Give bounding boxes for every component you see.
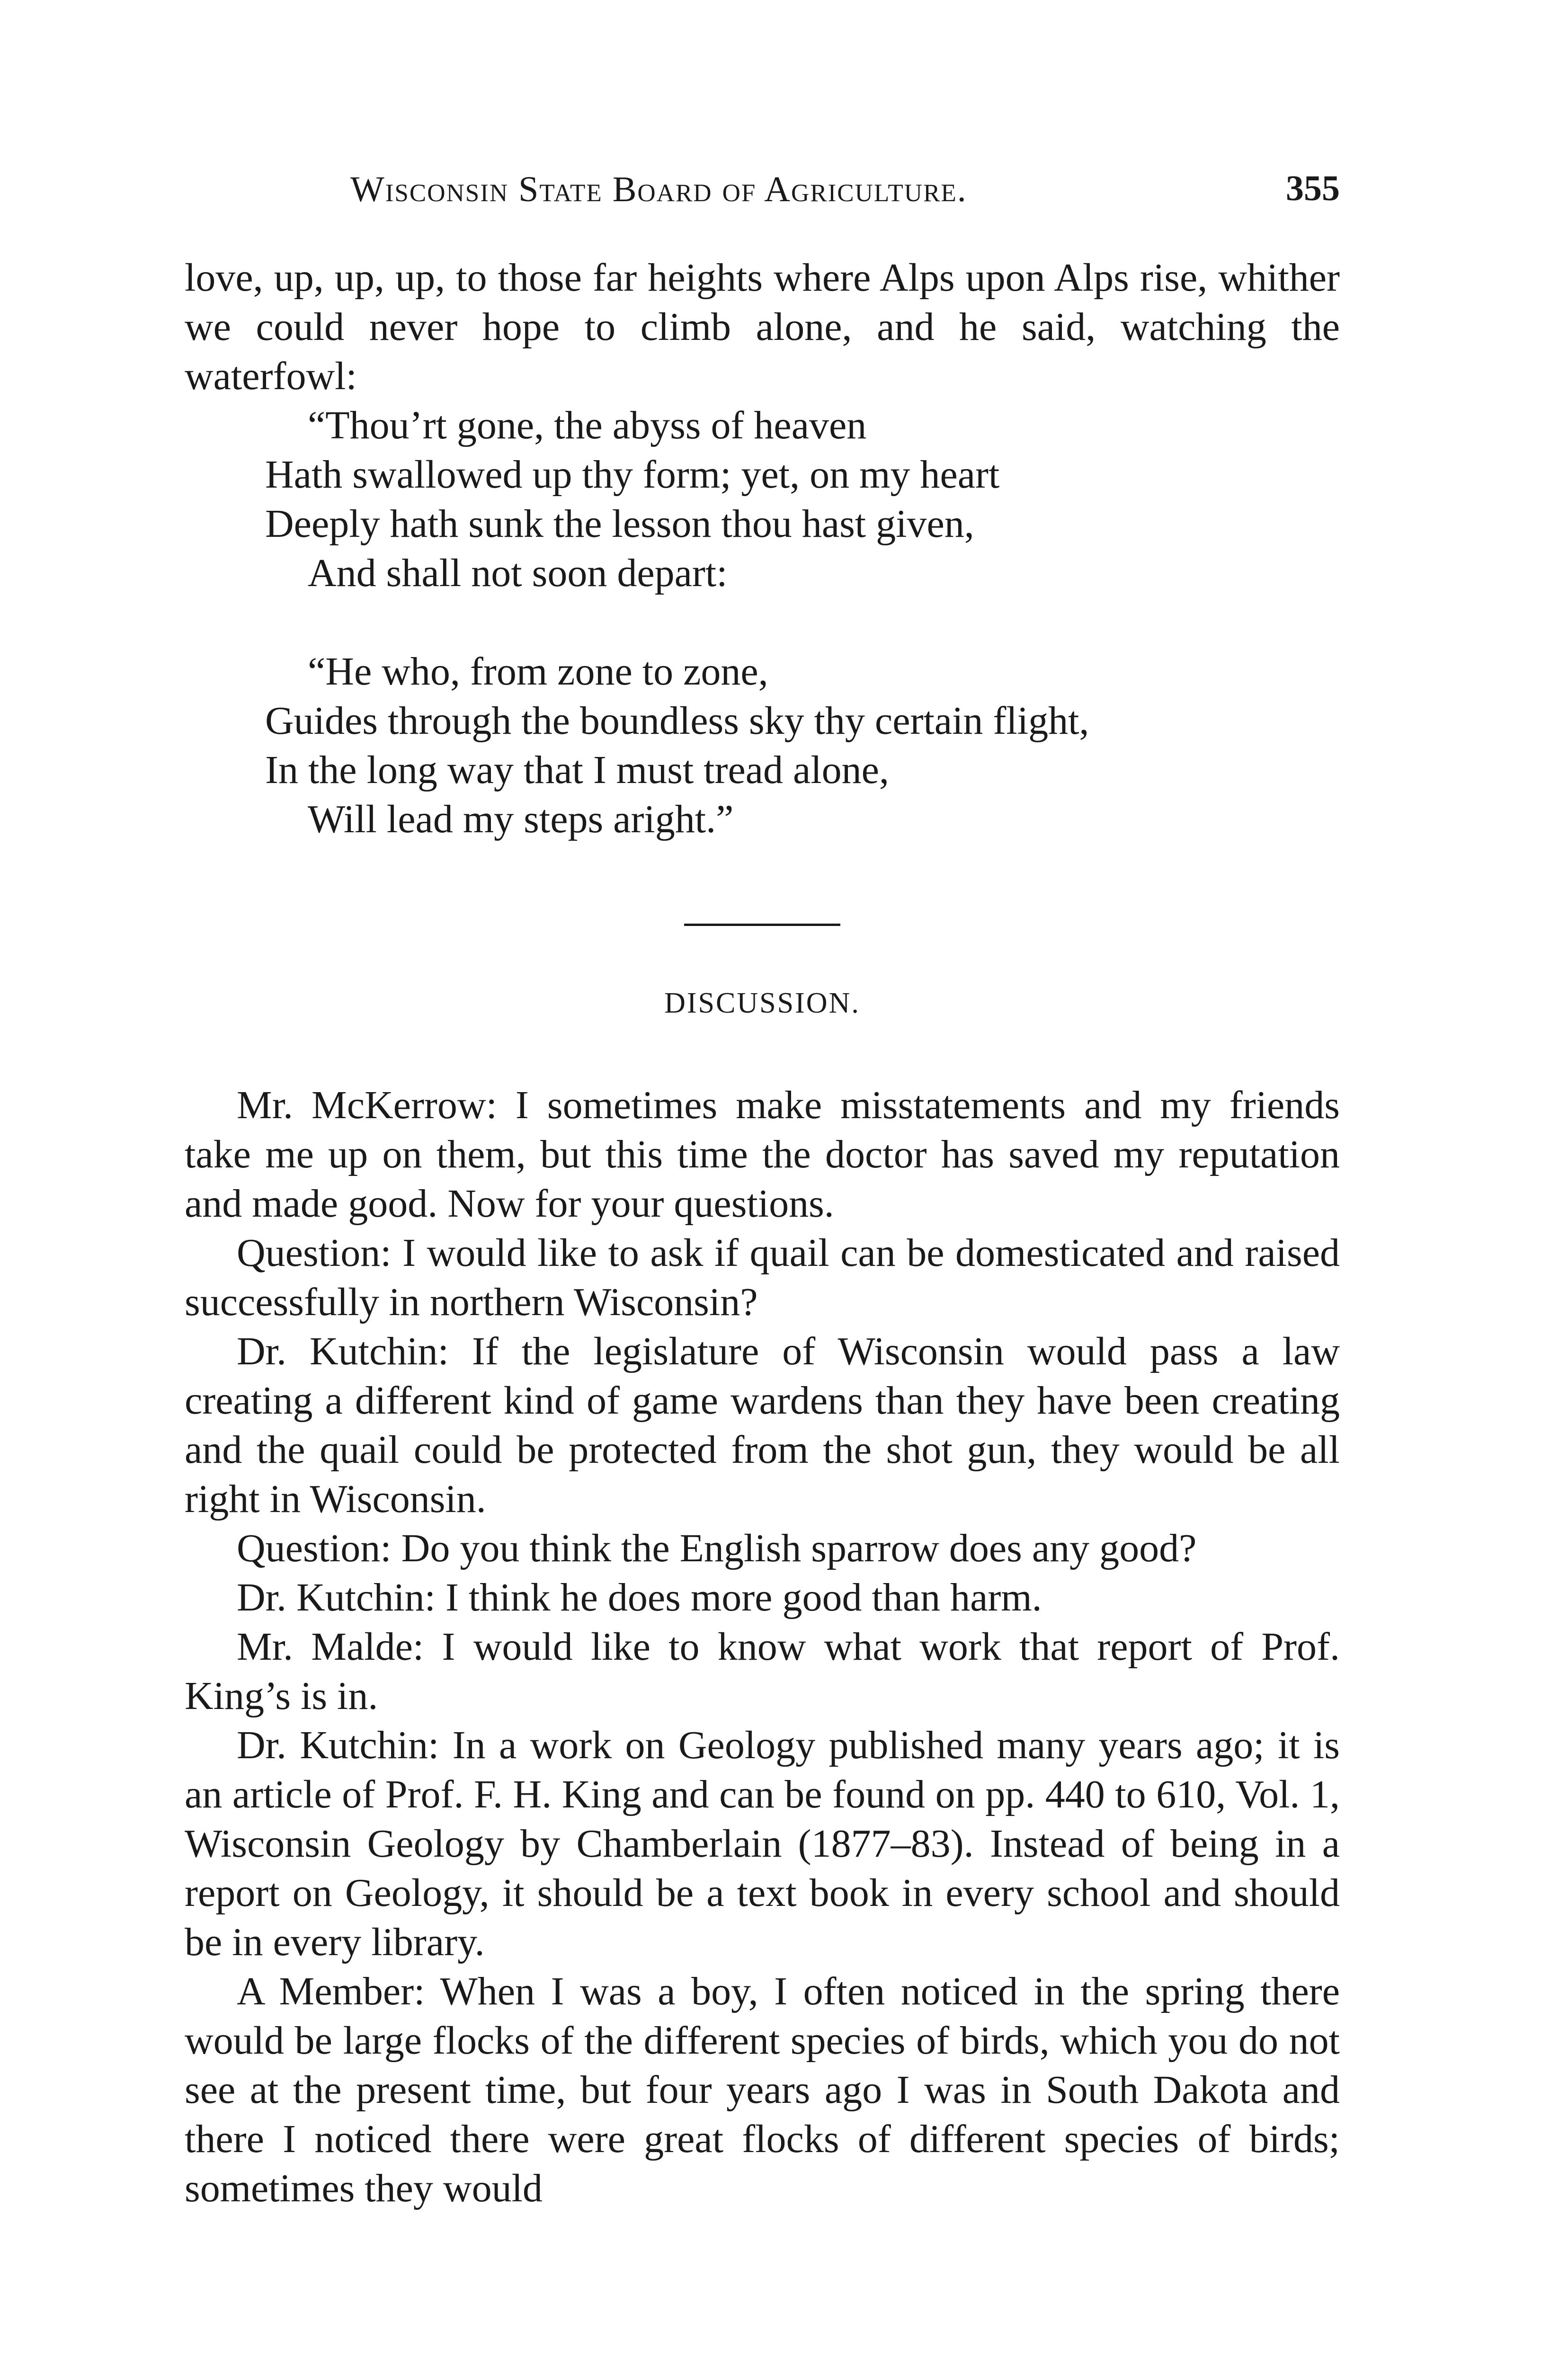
paragraph-text: In a work on Geology published many years ago; it is an article of Prof. F. H. King and can be found on pp. 440 to 610, Vol. 1, Wisconsin Geology by Chamberlain (1877–83). Instead of being in a report on Geology, it should be a text book in every school and should be in every library. (185, 1723, 1340, 1964)
paragraph-text: When I was a boy, I often noticed in the spring there would be large flocks of the different species of birds, which you do not see at the present time, but four years ago I was in South Dakota and there I noticed there were great flocks of different species of birds; sometimes they would (185, 1969, 1340, 2210)
poem-line: “Thou’rt gone, the abyss of heaven (308, 403, 867, 447)
paragraph-text: Do you think the English sparrow does any good? (401, 1526, 1197, 1570)
poem-line: In the long way that I must tread alone, (265, 748, 889, 792)
section-title: DISCUSSION. (664, 987, 860, 1019)
paragraph-text: I sometimes make misstatements and my friends take me up on them, but this time the doctor has saved my reputation and made good. Now for your questions. (185, 1083, 1340, 1226)
speaker-name: Question: (237, 1526, 392, 1570)
speaker-name: Mr. Malde: (237, 1625, 424, 1669)
running-head: Wisconsin State Board of Agriculture. (350, 169, 967, 209)
poem-line: Guides through the boundless sky thy certain flight, (265, 699, 1089, 743)
speaker-name: Question: (237, 1231, 392, 1275)
discussion-paragraph (185, 1721, 1340, 1967)
paragraph-text: I would like to ask if quail can be domesticated and raised successfully in northern Wisconsin? (185, 1231, 1340, 1324)
page-header (185, 163, 1340, 220)
discussion-paragraph (185, 1967, 1340, 2213)
discussion-paragraph (185, 1081, 1340, 1228)
body-text (185, 253, 1340, 2213)
poem-line: Deeply hath sunk the lesson thou hast given, (265, 502, 974, 546)
discussion-paragraph (185, 1524, 1340, 1573)
poem-line: “He who, from zone to zone, (308, 650, 768, 694)
page-number: 355 (1286, 169, 1340, 208)
speaker-name: Dr. Kutchin: (237, 1329, 449, 1373)
paragraph-text: If the legislature of Wisconsin would pass a law creating a different kind of game wardens than they have been creating and the quail could be protected from the shot gun, they would be all right in Wisconsin. (185, 1329, 1340, 1521)
poem-line: Hath swallowed up thy form; yet, on my heart (265, 453, 1000, 497)
poem-line: And shall not soon depart: (308, 551, 728, 595)
poem-line: Will lead my steps aright.” (308, 797, 734, 841)
discussion-paragraph (185, 1228, 1340, 1327)
section-divider (684, 924, 840, 926)
opening-paragraph: love, up, up, up, to those far heights where Alps upon Alps rise, whither we could never hope to climb alone, and he said, watching the waterfowl: (185, 256, 1340, 398)
discussion-paragraph (185, 1573, 1340, 1622)
speaker-name: Mr. McKerrow: (237, 1083, 497, 1127)
speaker-name: Dr. Kutchin: (237, 1575, 436, 1620)
poem-stanza-1 (185, 401, 1340, 598)
discussion-paragraph (185, 1327, 1340, 1524)
speaker-name: A Member: (237, 1969, 425, 2013)
speaker-name: Dr. Kutchin: (237, 1723, 439, 1767)
paragraph-text: I would like to know what work that report of Prof. King’s is in. (185, 1625, 1340, 1718)
paragraph-text: I think he does more good than harm. (445, 1575, 1042, 1620)
poem-stanza-2 (185, 647, 1340, 844)
stanza-gap (185, 598, 1340, 647)
discussion-paragraph (185, 1622, 1340, 1721)
